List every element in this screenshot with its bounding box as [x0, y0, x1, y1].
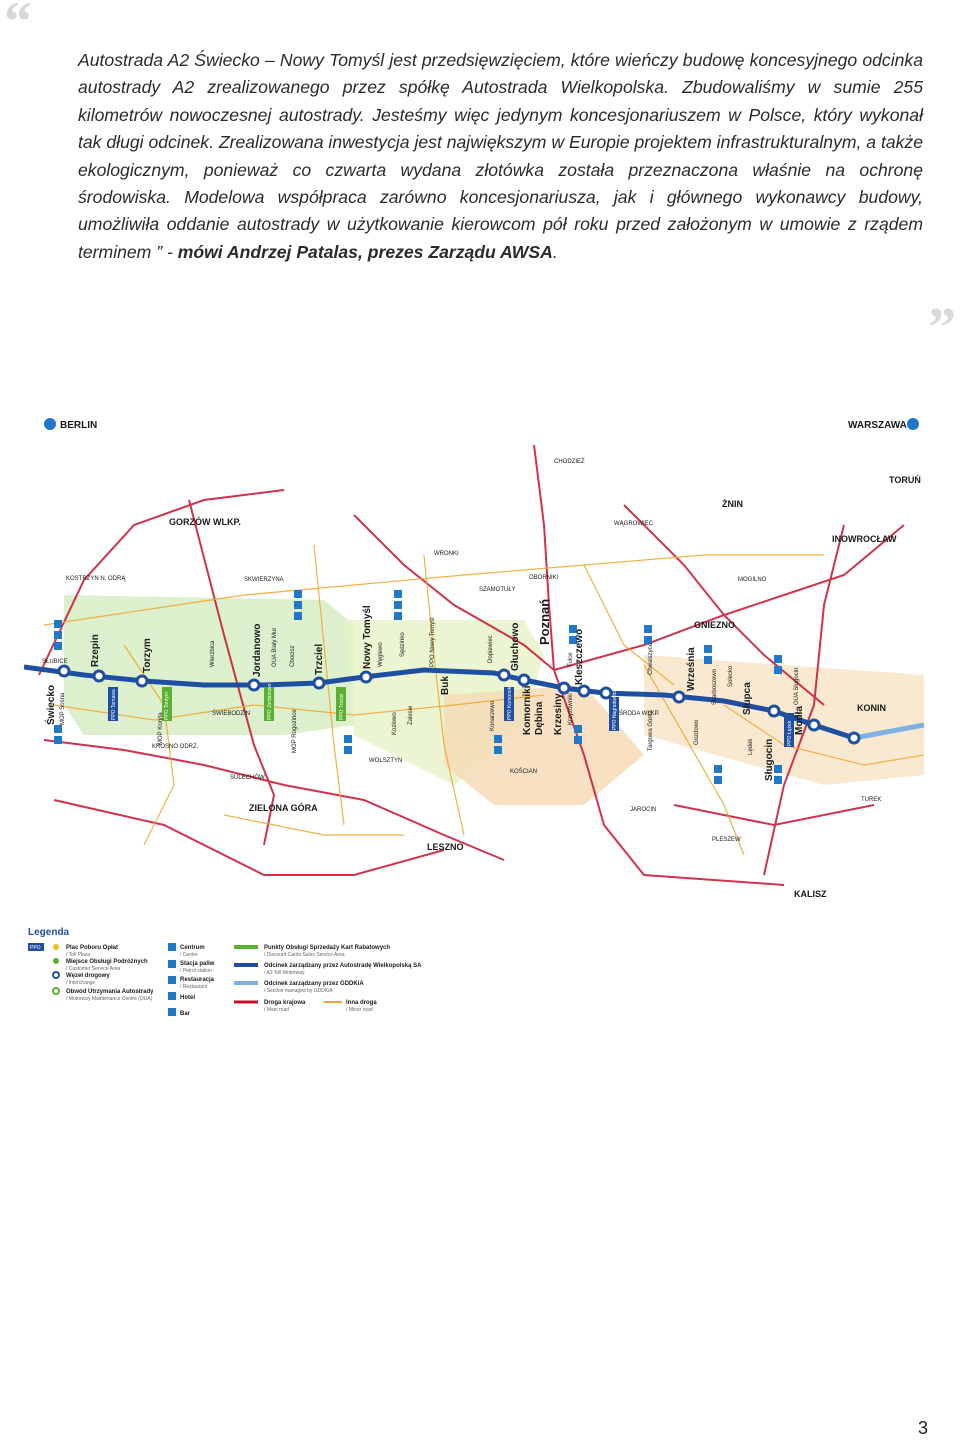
motorway-city-jordanowo: Jordanowo: [252, 623, 263, 677]
motorway-city-buk: Buk: [440, 676, 451, 695]
motorway-city-torzym: Torzym: [142, 638, 153, 673]
city-gorzow: GORZÓW WLKP.: [169, 517, 241, 527]
city-leszno: LESZNO: [427, 842, 464, 852]
place-turek: TUREK: [861, 797, 882, 803]
city-kalisz: KALISZ: [794, 889, 827, 899]
place-oborniki: OBORNIKI: [529, 575, 559, 581]
motorway-city-wrzesnia: Września: [686, 647, 697, 691]
legend-item-9: Bar: [180, 1011, 191, 1017]
motorway-city-trzciel: Trzciel: [314, 643, 325, 675]
legend-item-14: Inna droga: [346, 1000, 377, 1006]
place-wronki: WRONKI: [434, 551, 459, 557]
legend-item-5: Centrum: [180, 945, 205, 951]
svg-text:/ Interchange: / Interchange: [66, 980, 96, 986]
service-point-2: MOP Koryta: [158, 712, 164, 745]
place-koscian: KOŚCIAN: [510, 769, 538, 775]
open-quote-mark: “: [4, 0, 32, 53]
service-point-7: Krzyżówniki: [568, 693, 574, 725]
plaza-4: PPO Jordanowo: [267, 683, 273, 720]
legend-item-7: Restauracja: [180, 977, 215, 983]
motorway-city-slupca: Słupca: [742, 682, 753, 715]
a2-motorway-map: [24, 405, 936, 1030]
svg-text:/ Toll Plaza: / Toll Plaza: [66, 952, 91, 958]
plaza-5: PPO Trzciel: [339, 693, 345, 720]
map-legend: [28, 927, 422, 1017]
close-quote-mark: ”: [928, 297, 956, 359]
svg-text:/ A2 Toll Motorway: / A2 Toll Motorway: [264, 970, 305, 976]
svg-text:PPO: PPO: [30, 945, 41, 951]
plaza-1: PPO Torzym: [164, 692, 170, 720]
quote-body: Autostrada A2 Świecko – Nowy Tomyśl jest przedsięwzięciem, które wieńczy budowę koncesyjnego odcinka autostrady A2 zrealizowanego przez spółkę Autostrada Wielkopolska. Zbudowaliśmy w sumie 255 kilometrów nowoczesnej autostrady. Jesteśmy więc jedynym koncesjonariuszem w Polsce, który wykonał tak długi odcinek. Zrealizowana inwestycja jest największym w Europie projektem infrastrukturalnym, a także ekologicznym, ponieważ co czwarta wydana złotówka została przeznaczona właśnie na ochronę środowiska. Modelowa współpraca zarówno koncesjonariusza, jak i głównego wykonawcy budowy, umożliwiła oddanie autostrady w użytkowanie kierowcom pół roku przed założonym w umowie z rządem terminem ” -: [78, 50, 923, 262]
service-point-3: MOP Rogozińce: [292, 709, 298, 753]
service-point-13: Chocisz: [290, 645, 296, 667]
city-konin: KONIN: [857, 703, 886, 713]
legend-item-12: Odcinek zarządzany przez GDDKiA: [264, 981, 364, 987]
legend-item-2: Miejsce Obsługi Podróżnych: [66, 959, 148, 965]
legend-item-6: Stacja paliw: [180, 961, 215, 967]
service-point-11: Lędek: [748, 738, 754, 755]
motorway-city-gluchowo: Głuchowo: [510, 622, 521, 671]
svg-text:/ Customer Service Area: / Customer Service Area: [66, 966, 121, 972]
legend-item-8: Hotel: [180, 995, 195, 1001]
place-sroda: ŚRODA WLKP.: [619, 711, 660, 717]
service-point-18: Tulce: [568, 652, 574, 667]
city-torun: TORUŃ: [889, 475, 921, 485]
service-point-16: Sędzinko: [400, 632, 406, 657]
place-sulechow: SULECHÓW: [230, 775, 265, 781]
legend-item-11: Odcinek zarządzany przez Autostradę Wielkopolską SA: [264, 963, 422, 969]
service-point-10: Skarboszewo: [712, 668, 718, 705]
service-point-8: Targowa Górka: [648, 710, 654, 751]
place-swiebodzin: ŚWIEBODZIN: [212, 711, 251, 717]
place-chodziez: CHODZIEŻ: [554, 459, 585, 465]
legend-item-3: Węzeł drogowy: [66, 973, 110, 979]
service-point-9: Gozdowo: [694, 719, 700, 745]
service-point-20: Solecko: [728, 665, 734, 687]
plaza-2: PPO Nowy Tomyśl: [430, 617, 436, 667]
quote-paragraph: [78, 47, 923, 266]
city-znin: ŻNIN: [722, 499, 743, 509]
motorway-city-debina: Dębina: [534, 701, 545, 735]
svg-text:/ Discount Cards Sales Service: / Discount Cards Sales Service Area: [264, 952, 345, 958]
place-pleszew: PLESZEW: [712, 837, 741, 843]
motorway-city-krzesiny: Krzesiny: [553, 693, 564, 735]
place-slubice: SŁUBICE: [42, 659, 68, 665]
legend-item-1: Plac Poboru Opłat: [66, 945, 119, 951]
direction-west-label: BERLIN: [60, 420, 98, 431]
motorway-city-slugocin: Sługocin: [764, 738, 775, 781]
place-wolsztyn: WOLSZTYN: [369, 758, 403, 764]
city-poznan: Poznań: [537, 598, 552, 645]
place-krosno: KROSNO ODRZ.: [152, 744, 199, 750]
direction-east-label: WARSZAWA: [848, 420, 907, 431]
service-point-19: Chwalszyce: [648, 642, 654, 675]
city-inowroclaw: INOWROCŁAW: [832, 534, 897, 544]
quote-attribution: mówi Andrzej Patalas, prezes Zarządu AWSA: [177, 241, 553, 262]
service-point-1: MOP Sosna: [60, 692, 66, 725]
place-kostrzyn: KOSTRZYN N. ODRĄ: [66, 576, 126, 582]
legend-item-10: Punkty Obsługi Sprzedaży Kart Rabatowych: [264, 945, 391, 951]
place-szamotuly: SZAMOTUŁY: [479, 587, 516, 593]
city-gniezno: GNIEZNO: [694, 620, 736, 630]
place-jarocin: JAROCIN: [630, 807, 657, 813]
plaza-8: PPO Łężek: [787, 720, 793, 746]
motorway-city-modla: Modła: [794, 706, 805, 735]
city-zielona-gora: ZIELONA GÓRA: [249, 803, 318, 813]
place-skwierzyna: SKWIERZYNA: [244, 577, 284, 583]
svg-text:/ Main road: / Main road: [264, 1007, 290, 1013]
motorway-city-kleszczewo: Kleszczewo: [574, 628, 585, 685]
legend-item-13: Droga krajowa: [264, 1000, 306, 1006]
quote-end: .: [552, 241, 558, 262]
motorway-city-rzepin: Rzepin: [90, 634, 101, 667]
place-mogilno: MOGILNO: [738, 577, 767, 583]
service-point-4: Kozłowo: [392, 712, 398, 735]
plaza-3: PPO Tarnawa: [111, 689, 117, 720]
svg-text:/ Motorway Maintenance Centre: / Motorway Maintenance Centre (OUA): [66, 996, 153, 1002]
svg-text:/ Minor road: / Minor road: [346, 1007, 373, 1013]
plaza-7: PPO Nagradowice: [612, 688, 618, 730]
svg-text:/ Petrol station: / Petrol station: [180, 968, 212, 974]
service-point-5: Zalesie: [408, 705, 414, 725]
plaza-6: PPO Komorniki: [507, 685, 513, 720]
legend-item-4: Obwód Utrzymania Autostrady: [66, 989, 154, 995]
place-wagrowiec: WĄGROWIEC: [614, 521, 653, 527]
page-number: 3: [918, 1418, 929, 1438]
svg-text:/ Restaurant: / Restaurant: [180, 984, 208, 990]
svg-text:/ Section managed by GDDKiA: / Section managed by GDDKiA: [264, 988, 333, 994]
svg-text:/ Centre: / Centre: [180, 952, 198, 958]
plaza-9: OUA Biały Mur: [272, 627, 278, 667]
service-point-17: Dopiewiec: [488, 635, 494, 663]
legend-title: Legenda: [28, 927, 70, 938]
motorway-city-swiecko: Świecko: [46, 684, 57, 725]
motorway-city-nowy-tomysl: Nowy Tomyśl: [362, 605, 373, 669]
motorway-city-komorniki: Komorniki: [522, 685, 533, 735]
service-point-14: Węglewo: [378, 642, 384, 667]
service-point-6: Konarzewo: [490, 700, 496, 731]
plaza-10: OUA Sługocin: [794, 667, 800, 705]
service-point-15: Wierzbica: [210, 640, 216, 667]
